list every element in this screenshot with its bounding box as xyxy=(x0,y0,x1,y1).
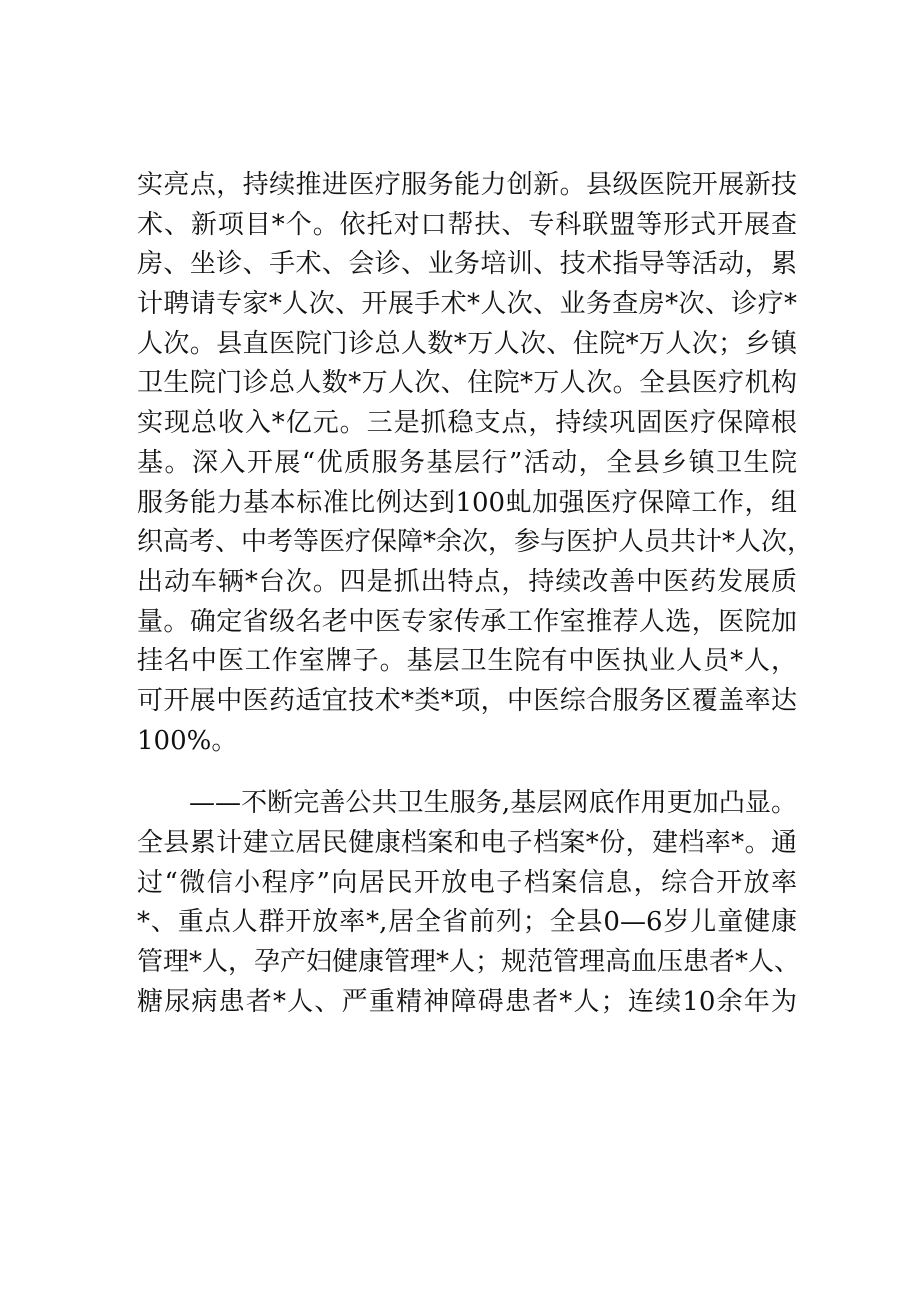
text-line: 计聘请专家*人次、开展手术*人次、业务查房*次、诊疗* xyxy=(137,289,797,320)
text-line: 织高考、中考等医疗保障*余次，参与医护人员共计*人次， xyxy=(137,527,814,558)
text-line: 量。确定省级名老中医专家传承工作室推荐人选，医院加 xyxy=(137,606,797,637)
text-line: *、重点人群开放率*,居全省前列；全县0—6岁儿童健康 xyxy=(137,907,797,938)
text-line: 术、新项目*个。依托对口帮扶、专科联盟等形式开展查 xyxy=(137,209,797,240)
text-line: 实现总收入*亿元。三是抓稳支点，持续巩固医疗保障根 xyxy=(137,408,797,439)
text-line: 糖尿病患者*人、严重精神障碍患者*人；连续10余年为 xyxy=(137,986,797,1017)
text-line: 出动车辆*台次。四是抓出特点，持续改善中医药发展质 xyxy=(137,566,797,597)
text-line-indented: ——不断完善公共卫生服务,基层网底作用更加凸显。 xyxy=(189,788,797,819)
paragraph-public-health xyxy=(137,784,801,1022)
text-line: 管理*人，孕产妇健康管理*人；规范管理高血压患者*人、 xyxy=(137,947,801,978)
text-line: 服务能力基本标准比例达到100虬加强医疗保障工作，组 xyxy=(137,487,797,518)
paragraph-medical-services xyxy=(137,166,814,761)
text-line: 实亮点，持续推进医疗服务能力创新。县级医院开展新技 xyxy=(137,170,797,200)
body-text xyxy=(137,166,814,1022)
text-line: 房、坐诊、手术、会诊、业务培训、技术指导等活动，累 xyxy=(137,249,797,280)
text-line: 100%。 xyxy=(137,725,238,756)
text-line: 可开展中医药适宜技术*类*项，中医综合服务区覆盖率达 xyxy=(137,685,797,716)
paragraph-gap xyxy=(137,761,797,784)
text-line: 全县累计建立居民健康档案和电子档案*份，建档率*。通 xyxy=(137,828,797,858)
text-line: 过“微信小程序”向居民开放电子档案信息，综合开放率 xyxy=(137,867,797,898)
text-line: 基。深入开展“优质服务基层行”活动，全县乡镇卫生院 xyxy=(137,447,797,478)
text-line: 卫生院门诊总人数*万人次、住院*万人次。全县医疗机构 xyxy=(137,368,797,399)
text-line: 人次。县直医院门诊总人数*万人次、住院*万人次；乡镇 xyxy=(137,328,797,359)
text-line: 挂名中医工作室牌子。基层卫生院有中医执业人员*人， xyxy=(137,646,797,677)
